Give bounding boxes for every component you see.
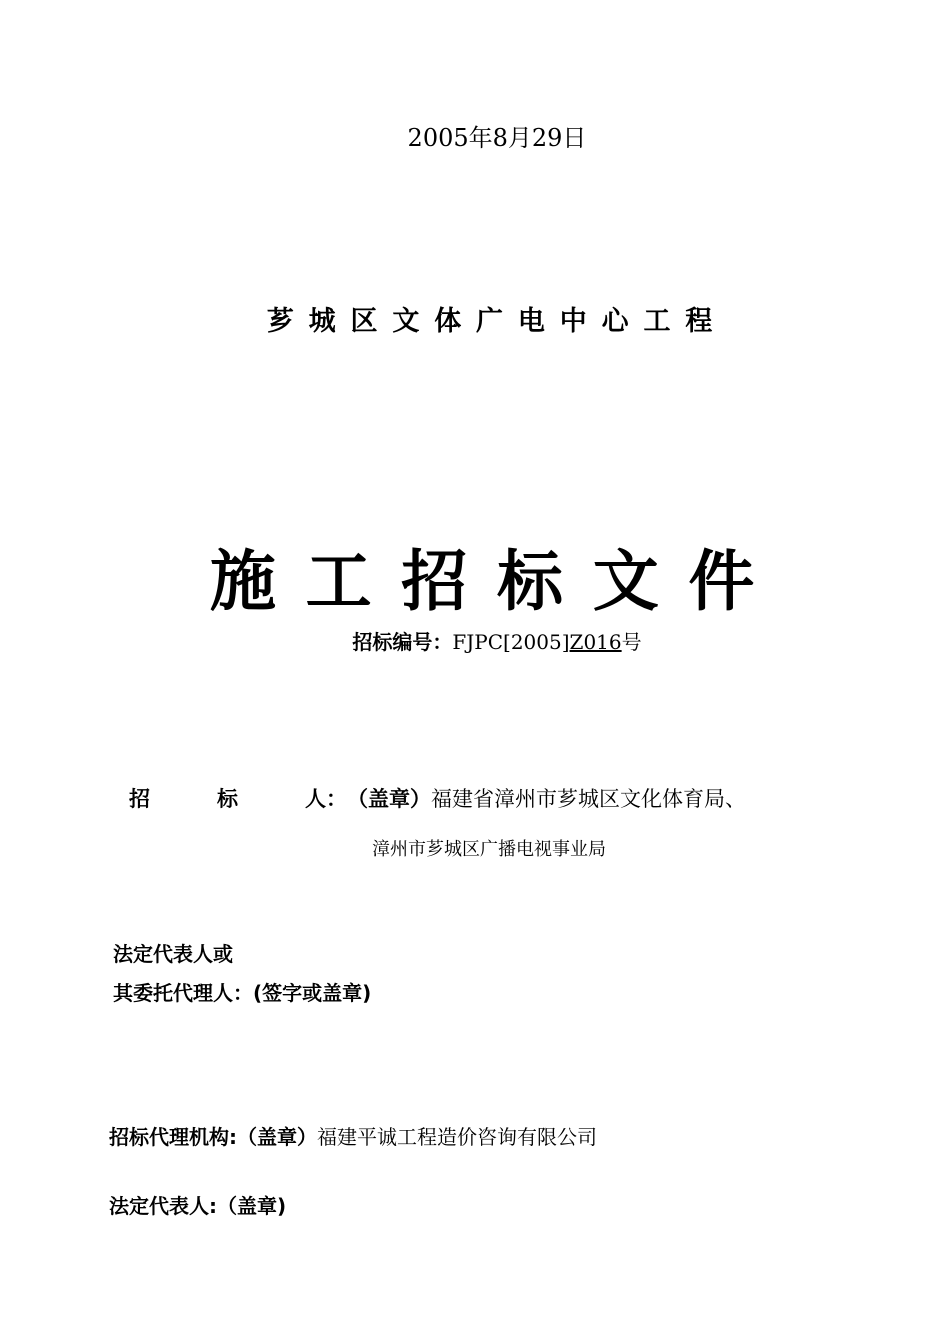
- agency-legal-rep: 法定代表人:（盖章): [109, 1194, 287, 1218]
- agency-name: 福建平诚工程造价咨询有限公司: [317, 1125, 597, 1149]
- tenderer-seal-label: （盖章）: [347, 787, 431, 811]
- bid-number-code: Z016: [569, 630, 622, 654]
- bid-number: [0, 626, 950, 655]
- tenderer-name-line1: 福建省漳州市芗城区文化体育局、: [431, 787, 746, 811]
- tenderer-label-char-3: 人：: [305, 787, 347, 811]
- agency-row: [109, 1121, 597, 1150]
- tenderer-name-line2: 漳州市芗城区广播电视事业局: [372, 839, 606, 860]
- document-date: 2005年8月29日: [407, 124, 587, 152]
- bid-number-prefix: FJPC[2005]: [452, 630, 570, 654]
- tenderer-label-char-1: 招: [129, 787, 150, 811]
- legal-rep-line1: 法定代表人或: [113, 942, 233, 966]
- legal-rep-line2: 其委托代理人：(签字或盖章): [113, 981, 372, 1005]
- document-title: 施工招标文件: [209, 543, 785, 620]
- tenderer-row: [129, 783, 746, 813]
- bid-number-label: 招标编号：: [352, 630, 453, 654]
- agency-label: 招标代理机构:（盖章）: [109, 1125, 317, 1149]
- tenderer-label-char-2: 标: [217, 787, 238, 811]
- project-title: 芗城区文体广电中心工程: [266, 306, 728, 337]
- bid-number-suffix: 号: [621, 630, 642, 654]
